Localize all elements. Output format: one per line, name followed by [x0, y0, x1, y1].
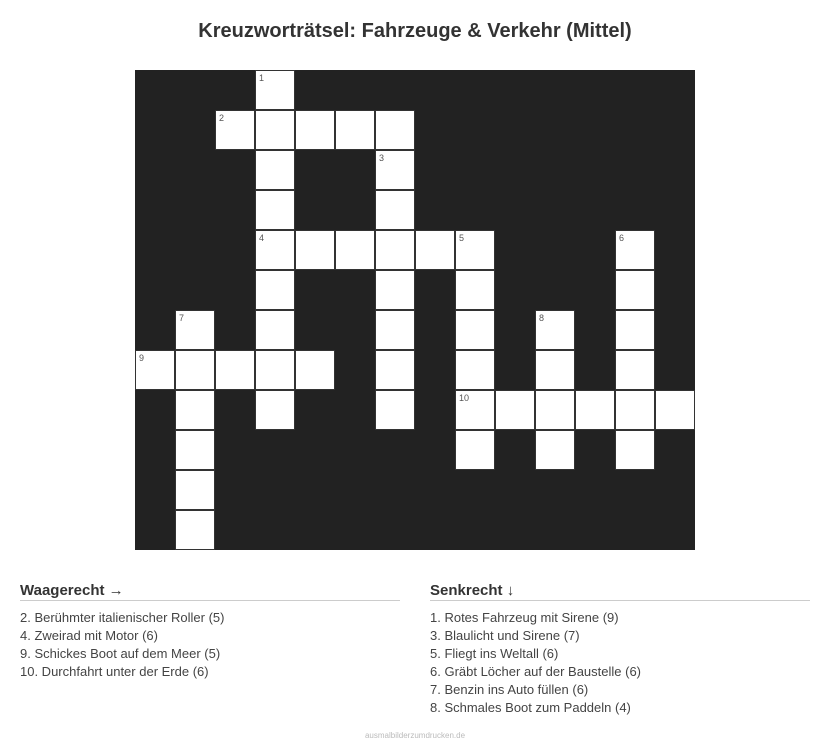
down-clues — [430, 582, 810, 717]
grid-cell[interactable] — [175, 390, 215, 430]
grid-cell[interactable] — [375, 390, 415, 430]
clue-number: 8 — [539, 313, 545, 323]
grid-cell[interactable] — [615, 270, 655, 310]
grid-cell[interactable] — [535, 430, 575, 470]
grid-cell[interactable] — [295, 110, 335, 150]
grid-cell[interactable] — [175, 470, 215, 510]
grid-cell[interactable] — [455, 270, 495, 310]
grid-cell[interactable] — [255, 190, 295, 230]
clue-number: 2 — [219, 113, 225, 123]
grid-cell[interactable] — [255, 70, 295, 110]
grid-cell[interactable] — [615, 430, 655, 470]
clue-number: 7 — [179, 313, 185, 323]
grid-cell[interactable] — [255, 310, 295, 350]
grid-cell[interactable] — [615, 310, 655, 350]
grid-cell[interactable] — [655, 390, 695, 430]
clue: 7. Benzin ins Auto füllen (6) — [430, 682, 589, 697]
grid-cell[interactable] — [375, 190, 415, 230]
grid-cell[interactable] — [615, 230, 655, 270]
footer-watermark: ausmalbilderzumdrucken.de — [364, 731, 466, 740]
clue-number: 10 — [459, 393, 470, 403]
grid-cell[interactable] — [455, 430, 495, 470]
clue: 8. Schmales Boot zum Paddeln (4) — [430, 700, 631, 715]
grid-cell[interactable] — [375, 150, 415, 190]
grid-cell[interactable] — [535, 390, 575, 430]
grid-cell[interactable] — [255, 270, 295, 310]
grid-cell[interactable] — [455, 230, 495, 270]
grid-cell[interactable] — [495, 390, 535, 430]
clue-number: 3 — [379, 153, 385, 163]
clue: 6. Gräbt Löcher auf der Baustelle (6) — [430, 664, 642, 679]
grid-cell[interactable] — [335, 110, 375, 150]
grid-cell[interactable] — [415, 230, 455, 270]
grid-cell[interactable] — [255, 230, 295, 270]
page-title: Kreuzworträtsel: Fahrzeuge & Verkehr (Mittel) — [198, 20, 632, 42]
grid-cell[interactable] — [295, 230, 335, 270]
down-heading: Senkrecht ↓ — [430, 582, 810, 601]
grid-cell[interactable] — [295, 350, 335, 390]
grid-cell[interactable] — [255, 110, 295, 150]
clue-number: 5 — [459, 233, 465, 243]
grid-cell[interactable] — [255, 390, 295, 430]
across-heading: Waagerecht → — [20, 582, 400, 601]
grid-cell[interactable] — [455, 310, 495, 350]
grid-cell[interactable] — [335, 230, 375, 270]
grid-cell[interactable] — [375, 310, 415, 350]
grid-cell[interactable] — [375, 270, 415, 310]
clue-number: 6 — [619, 233, 625, 243]
grid-cell[interactable] — [175, 310, 215, 350]
grid-cell[interactable] — [455, 350, 495, 390]
clue: 9. Schickes Boot auf dem Meer (5) — [20, 646, 221, 661]
clue: 10. Durchfahrt unter der Erde (6) — [20, 664, 209, 679]
crossword-grid — [135, 70, 695, 550]
grid-cell[interactable] — [575, 390, 615, 430]
grid-cell[interactable] — [615, 350, 655, 390]
grid-cell[interactable] — [215, 350, 255, 390]
grid-cell[interactable] — [375, 350, 415, 390]
clue: 2. Berühmter italienischer Roller (5) — [20, 610, 225, 625]
grid-cell[interactable] — [455, 390, 495, 430]
across-clues — [20, 582, 400, 681]
grid-cell[interactable] — [175, 510, 215, 550]
grid-cell[interactable] — [215, 110, 255, 150]
clue: 4. Zweirad mit Motor (6) — [20, 628, 158, 643]
clue-number: 9 — [139, 353, 145, 363]
clue: 1. Rotes Fahrzeug mit Sirene (9) — [430, 610, 619, 625]
grid-cell[interactable] — [375, 110, 415, 150]
grid-cell[interactable] — [255, 350, 295, 390]
clue: 5. Fliegt ins Weltall (6) — [430, 646, 559, 661]
grid-cell[interactable] — [615, 390, 655, 430]
grid-cell[interactable] — [175, 430, 215, 470]
grid-cell[interactable] — [135, 350, 175, 390]
grid-cell[interactable] — [375, 230, 415, 270]
grid-cell[interactable] — [535, 350, 575, 390]
grid-cell[interactable] — [535, 310, 575, 350]
grid-cell[interactable] — [255, 150, 295, 190]
grid-cell[interactable] — [175, 350, 215, 390]
clue-number: 4 — [259, 233, 265, 243]
clue-number: 1 — [259, 73, 265, 83]
clue: 3. Blaulicht und Sirene (7) — [430, 628, 580, 643]
